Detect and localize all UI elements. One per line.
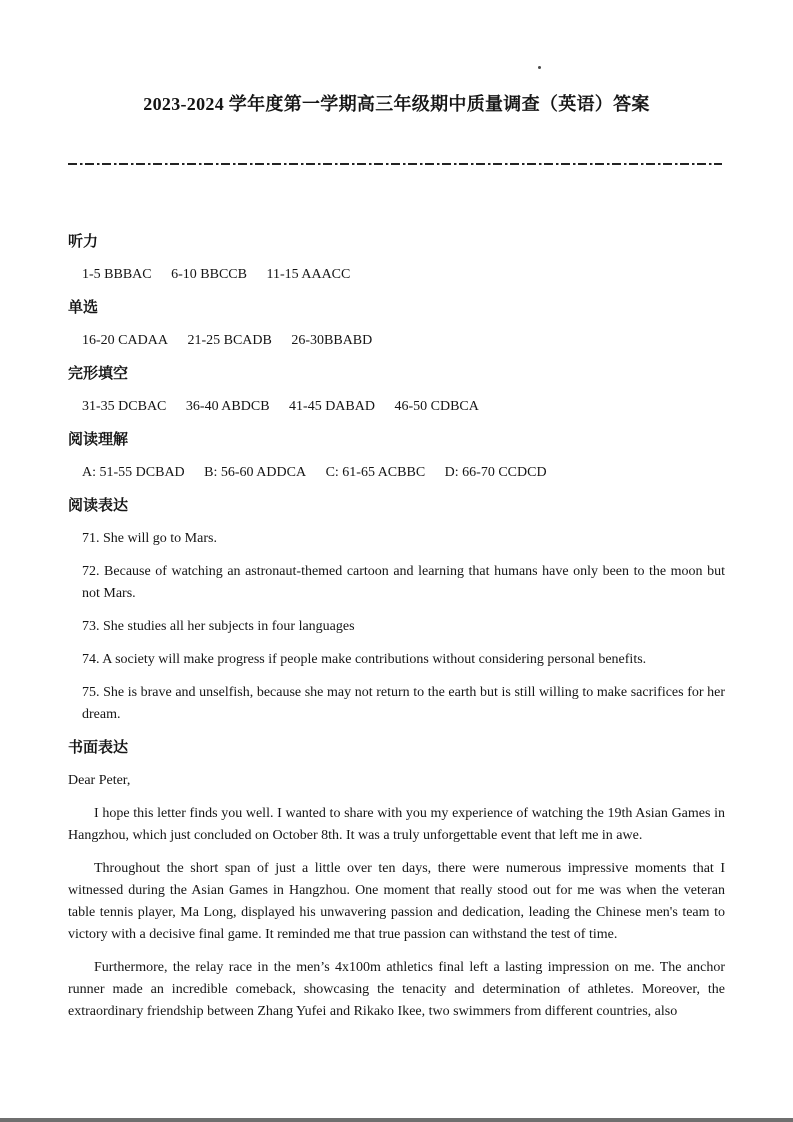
dash-dot-divider (68, 163, 722, 165)
section-heading-reading-expression: 阅读表达 (68, 497, 129, 514)
answer-line-reading-comprehension (68, 462, 725, 484)
letter-paragraph-1: I hope this letter finds you well. I wanted to share with you my experience of watching the 19th Asian Games in Hangzhou, which just concluded on October 8th. It was a truly unforgettable event that left me in awe. (68, 806, 725, 843)
scan-bottom-edge-artifact (0, 1118, 793, 1122)
answer-group: D: 66-70 CCDCD (444, 465, 547, 480)
answer-group: 16-20 CADAA (82, 333, 168, 348)
document-body (68, 231, 725, 1023)
letter-salutation: Dear Peter, (68, 773, 131, 788)
answer-group: 1-5 BBBAC (82, 267, 152, 282)
answer-line-listening (68, 264, 725, 286)
answer-group: 36-40 ABDCB (185, 399, 270, 414)
reading-expression-item-72: 72. Because of watching an astronaut-themed cartoon and learning that humans have only been to the moon but not Mars. (82, 564, 725, 601)
section-heading-multiple-choice: 单选 (68, 299, 99, 316)
section-heading-listening: 听力 (68, 233, 99, 250)
letter-paragraph-2: Throughout the short span of just a little over ten days, there were numerous impressive moments that I witnessed during the Asian Games in Hangzhou. One moment that really stood out for me was when the veteran table tennis player, Ma Long, displayed his unwavering passion and dedication, leading the Chinese men's team to victory with a decisive final game. It reminded me that true passion can withstand the test of time. (68, 861, 725, 942)
reading-expression-item-73: 73. She studies all her subjects in four languages (82, 619, 355, 634)
reading-expression-item-74: 74. A society will make progress if people make contributions without considering personal benefits. (82, 652, 647, 667)
answer-group: A: 51-55 DCBAD (82, 465, 185, 480)
section-heading-written-expression: 书面表达 (68, 739, 129, 756)
scan-speck-artifact (538, 66, 541, 69)
answer-group: 46-50 CDBCA (394, 399, 479, 414)
answer-group: 26-30BBABD (291, 333, 373, 348)
answer-line-multiple-choice (68, 330, 725, 352)
answer-group: 31-35 DCBAC (82, 399, 167, 414)
answer-group: 11-15 AAACC (266, 267, 351, 282)
reading-expression-item-71: 71. She will go to Mars. (82, 531, 217, 546)
answer-line-cloze (68, 396, 725, 418)
answer-group: C: 61-65 ACBBC (325, 465, 426, 480)
section-heading-reading-comprehension: 阅读理解 (68, 431, 129, 448)
document-title: 2023-2024 学年度第一学期高三年级期中质量调查（英语）答案 (143, 94, 650, 114)
answer-group: 6-10 BBCCB (171, 267, 247, 282)
section-heading-cloze: 完形填空 (68, 365, 129, 382)
answer-group: 41-45 DABAD (289, 399, 375, 414)
answer-group: B: 56-60 ADDCA (204, 465, 307, 480)
letter-paragraph-3: Furthermore, the relay race in the men’s 4x100m athletics final left a lasting impression on me. The anchor runner made an incredible comeback, showcasing the tenacity and determination of athletes. Moreover, the extraordinary friendship between Zhang Yufei and Rikako Ikee, two swimmers from different countries, also (68, 960, 725, 1019)
reading-expression-item-75: 75. She is brave and unselfish, because she may not return to the earth but is still willing to make sacrifices for her dream. (82, 685, 725, 722)
answer-group: 21-25 BCADB (187, 333, 272, 348)
